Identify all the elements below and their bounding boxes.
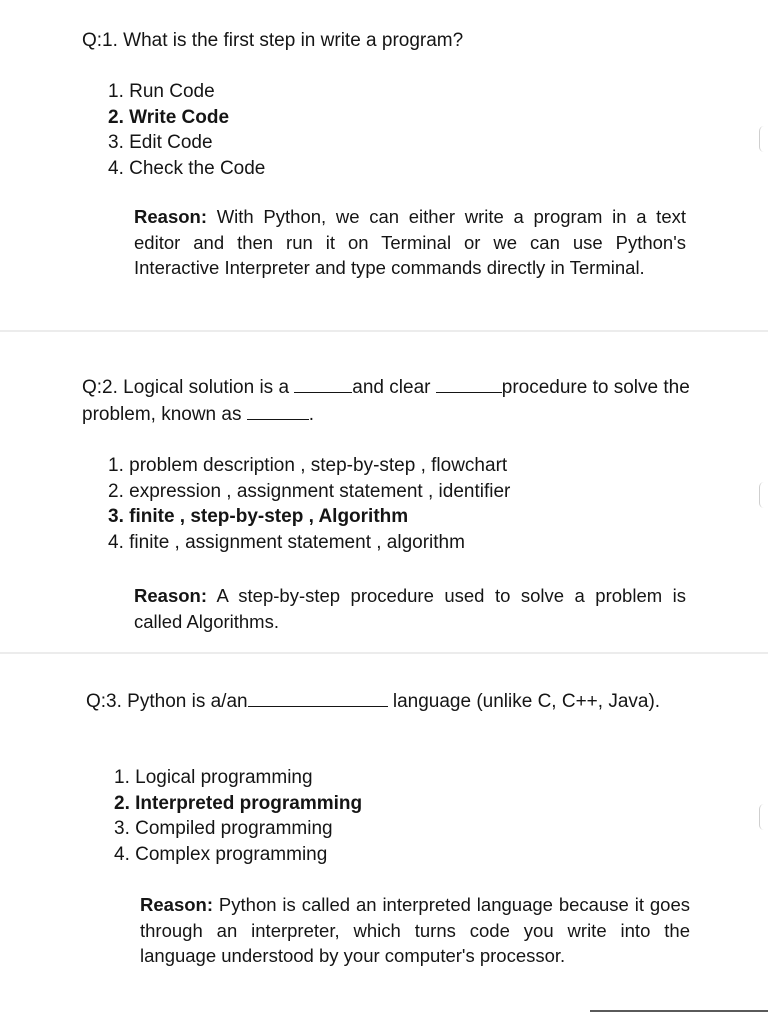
question-3-reason — [140, 892, 690, 969]
reason-text: With Python, we can either write a program in a text editor and then run it on Terminal or we can use Python's Interactive Interpreter and type commands directly in Terminal. — [134, 206, 687, 278]
option-3-1: 1. Logical programming — [114, 767, 313, 788]
option-1-4: 4. Check the Code — [108, 157, 266, 179]
option-1-2-correct: 2. Write Code — [108, 106, 230, 128]
answer-blank — [247, 401, 309, 420]
option-1-3: 3. Edit Code — [108, 132, 213, 153]
question-3-part-2: language (unlike C, C++, Java). — [387, 691, 661, 712]
answer-blank — [248, 688, 388, 707]
reason-label: Reason: — [140, 894, 213, 915]
reason-label: Reason: — [134, 206, 207, 227]
option-3-4: 4. Complex programming — [114, 843, 328, 865]
question-2-part-2: and clear — [352, 377, 436, 398]
question-2-part-1: Q:2. Logical solution is a — [82, 377, 295, 398]
question-3-part-1: Q:3. Python is a/an — [86, 691, 248, 712]
question-2-options — [108, 453, 510, 555]
question-2-reason — [134, 583, 686, 634]
reason-text: Python is called an interpreted language because it goes through an interpreter, which turns code you write into the language understood by your computer's processor. — [140, 894, 690, 966]
answer-blank — [294, 374, 352, 393]
option-3-2-correct: 2. Interpreted programming — [114, 792, 363, 814]
option-2-3-correct: 3. finite , step-by-step , Algorithm — [108, 506, 409, 527]
question-3-text — [86, 688, 706, 715]
question-1-options — [108, 79, 265, 181]
option-2-2: 2. expression , assignment statement , identifier — [108, 480, 511, 502]
page-edge-mark — [759, 804, 764, 830]
page-edge-mark — [759, 126, 764, 152]
question-2-part-3: procedure to solve the problem, known as — [82, 377, 690, 425]
reason-text: A step-by-step procedure used to solve a problem is called Algorithms. — [134, 585, 686, 632]
option-1-1: 1. Run Code — [108, 81, 215, 102]
option-2-1: 1. problem description , step-by-step , flowchart — [108, 455, 508, 476]
bottom-edge-line — [590, 1010, 768, 1012]
question-2-part-4: . — [308, 404, 315, 425]
page-edge-mark — [759, 482, 764, 508]
question-3-options — [114, 765, 362, 867]
question-1-reason — [134, 204, 686, 281]
question-2-text — [82, 374, 702, 428]
option-3-3: 3. Compiled programming — [114, 818, 333, 839]
answer-blank — [436, 374, 502, 393]
reason-label: Reason: — [134, 585, 207, 606]
question-block-1 — [0, 0, 768, 330]
option-2-4: 4. finite , assignment statement , algorithm — [108, 531, 465, 553]
question-1-text: Q:1. What is the first step in write a program? — [82, 30, 464, 51]
